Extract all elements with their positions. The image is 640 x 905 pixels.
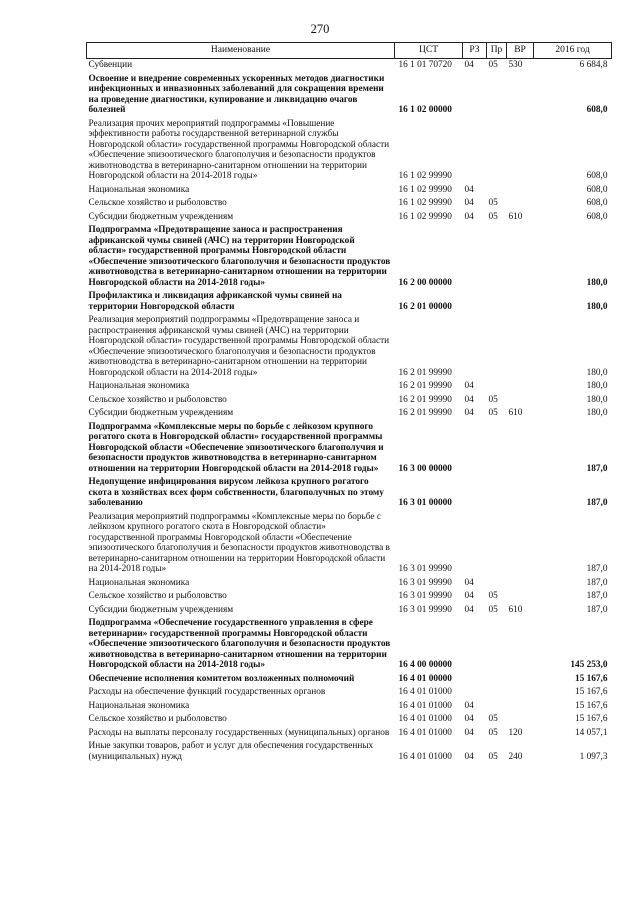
cell-name: Реализация прочих мероприятий подпрограммы «Повышение эффективности работы государственной ветеринарной службы Новгородской области» государственной программы Новгородской области «Обеспечение эпизоотического благополучия и безопасности продуктов животноводства в ветеринарно-санитарном отношении на территории Новгородской области на 2014-2018 годы» [88, 118, 390, 181]
cell-vr [507, 118, 534, 184]
cell-rz: 04 [464, 198, 474, 208]
table-row [87, 604, 612, 618]
column-header-vr: ВР [507, 43, 534, 59]
cell-amount: 145 253,0 [570, 660, 608, 670]
cell-amount: 608,0 [586, 184, 608, 195]
cell-vr [507, 197, 534, 211]
cell-cst: 16 1 02 00000 [398, 105, 452, 115]
cell-vr [507, 184, 534, 198]
cell-name: Субвенции [88, 60, 133, 70]
table-row [87, 727, 612, 741]
cell-amount: 608,0 [586, 211, 608, 222]
cell-rz: 04 [464, 184, 474, 195]
table-row [87, 590, 612, 604]
cell-rz: 04 [464, 604, 474, 615]
table-row [87, 700, 612, 714]
cell-rz: 04 [464, 700, 474, 711]
cell-vr: 240 [508, 751, 523, 762]
cell-amount: 180,0 [586, 301, 608, 312]
cell-vr [507, 476, 534, 511]
cell-vr [507, 421, 534, 477]
column-header-cst: ЦСТ [395, 43, 463, 59]
cell-cst: 16 1 02 99990 [398, 198, 452, 208]
cell-rz: 04 [464, 408, 474, 418]
cell-rz [463, 73, 487, 118]
table-row [87, 290, 612, 314]
table-row [87, 673, 612, 687]
cell-rz: 04 [464, 751, 474, 762]
cell-amount: 608,0 [586, 198, 608, 208]
cell-vr: 120 [508, 727, 523, 738]
cell-vr [507, 577, 534, 591]
cell-name: Подпрограмма «Комплексные меры по борьбе с лейкозом крупного рогатого скота в Новгородской области» государственной программы Новгородской области «Обеспечение эпизоотического благополучия и безопасности продуктов животноводства в ветеринарно-санитарном отношении на территории Новгородской области на 2014-2018 годы» [88, 421, 384, 474]
table-row [87, 394, 612, 408]
cell-name: Сельское хозяйство и рыболовство [88, 198, 227, 208]
cell-name: Недопущение инфицирования вирусом лейкоза крупного рогатого скота в хозяйствах всех форм собственности, благополучных по этому заболеванию [88, 477, 384, 508]
table-body [87, 59, 612, 765]
cell-cst: 16 2 00 00000 [398, 277, 452, 288]
cell-vr [507, 380, 534, 394]
cell-vr: 610 [508, 408, 523, 418]
table-row [87, 197, 612, 211]
cell-pr [487, 421, 507, 477]
table-row [87, 421, 612, 477]
table-row [87, 476, 612, 511]
cell-vr [507, 314, 534, 380]
cell-name: Национальная экономика [88, 184, 190, 195]
cell-vr [507, 673, 534, 687]
cell-amount: 15 167,6 [574, 700, 608, 711]
cell-rz [463, 511, 487, 577]
cell-vr [507, 224, 534, 290]
cell-amount: 15 167,6 [574, 673, 608, 684]
cell-pr [487, 617, 507, 673]
cell-cst: 16 2 01 99990 [398, 367, 452, 378]
cell-cst: 16 2 01 00000 [398, 301, 452, 312]
table-row [87, 713, 612, 727]
cell-name: Расходы на выплаты персоналу государственных (муниципальных) органов [88, 727, 390, 738]
column-header-pr: Пр [487, 43, 507, 59]
page-number: 270 [310, 22, 330, 36]
table-row [87, 184, 612, 198]
cell-cst: 16 2 01 99990 [398, 381, 452, 391]
cell-name: Субсидии бюджетным учреждениям [88, 211, 234, 222]
cell-name: Подпрограмма «Обеспечение государственного управления в сфере ветеринарии» государственной программы Новгородской области «Обеспечение эпизоотического благополучия и безопасности продуктов животноводства в ветеринарно-санитарном отношении на территории Новгородской области на 2014-2018 годы» [88, 618, 391, 670]
cell-vr: 530 [508, 60, 523, 70]
cell-cst: 16 3 00 00000 [398, 463, 452, 474]
cell-amount: 608,0 [586, 105, 608, 115]
cell-cst: 16 4 00 00000 [398, 660, 452, 670]
cell-vr [507, 590, 534, 604]
cell-vr [507, 290, 534, 314]
cell-pr [487, 380, 507, 394]
cell-pr: 05 [488, 198, 498, 208]
cell-pr [487, 224, 507, 290]
cell-amount: 187,0 [586, 604, 608, 615]
cell-name: Сельское хозяйство и рыболовство [88, 714, 227, 724]
cell-name: Субсидии бюджетным учреждениям [88, 604, 234, 615]
cell-amount: 187,0 [586, 591, 608, 601]
table-row [87, 577, 612, 591]
cell-name: Субсидии бюджетным учреждениям [88, 408, 234, 418]
cell-rz [463, 476, 487, 511]
cell-name: Подпрограмма «Предотвращение заноса и распространения африканской чумы свиней (АЧС) на территории Новгородской области» государственной программы Новгородской области «Обеспечение эпизоотического благополучия и безопасности продуктов животноводства в ветеринарно-санитарном отношении на территории Новгородской области на 2014-2018 годы» [88, 225, 391, 288]
cell-pr: 05 [488, 591, 498, 601]
cell-pr [487, 73, 507, 118]
cell-amount: 187,0 [586, 498, 608, 508]
cell-name: Национальная экономика [88, 381, 190, 391]
budget-table [86, 42, 612, 764]
cell-pr: 05 [488, 604, 498, 615]
column-header-name: Наименование [87, 43, 395, 59]
cell-amount: 1 097,3 [579, 751, 608, 762]
cell-cst: 16 2 01 99990 [398, 394, 452, 405]
table-row [87, 118, 612, 184]
cell-cst: 16 4 01 00000 [398, 673, 452, 684]
cell-cst: 16 4 01 01000 [398, 714, 452, 724]
cell-rz [463, 224, 487, 290]
cell-name: Национальная экономика [88, 577, 190, 588]
table-row [87, 380, 612, 394]
cell-pr [487, 184, 507, 198]
cell-rz: 04 [464, 381, 474, 391]
cell-amount: 608,0 [586, 171, 608, 181]
cell-rz [463, 673, 487, 687]
cell-cst: 16 1 02 99990 [398, 171, 452, 181]
cell-rz [463, 290, 487, 314]
cell-amount: 180,0 [586, 408, 608, 418]
cell-pr: 05 [488, 751, 498, 762]
cell-rz [463, 617, 487, 673]
cell-rz: 04 [464, 591, 474, 601]
cell-vr: 610 [508, 604, 523, 615]
cell-name: Профилактика и ликвидация африканской чумы свиней на территории Новгородской области [88, 291, 342, 312]
cell-rz: 04 [464, 714, 474, 724]
cell-rz: 04 [464, 211, 474, 222]
cell-cst: 16 2 01 99990 [398, 408, 452, 418]
cell-rz [463, 686, 487, 700]
cell-name: Обеспечение исполнения комитетом возложенных полномочий [88, 673, 355, 684]
cell-rz [463, 118, 487, 184]
cell-pr [487, 290, 507, 314]
cell-name: Сельское хозяйство и рыболовство [88, 591, 227, 601]
cell-vr [507, 617, 534, 673]
cell-cst: 16 3 01 00000 [398, 498, 452, 508]
cell-pr [487, 686, 507, 700]
cell-pr: 05 [488, 211, 498, 222]
table-row [87, 740, 612, 764]
cell-amount: 180,0 [586, 367, 608, 378]
cell-rz: 04 [464, 577, 474, 588]
cell-amount: 187,0 [586, 577, 608, 588]
cell-cst: 16 4 01 01000 [398, 687, 452, 697]
cell-cst: 16 3 01 99990 [398, 564, 452, 574]
cell-cst: 16 1 02 99990 [398, 211, 452, 222]
cell-vr [507, 394, 534, 408]
cell-cst: 16 4 01 01000 [398, 700, 452, 711]
table-header-row [87, 43, 612, 59]
cell-pr: 05 [488, 60, 498, 70]
cell-vr [507, 73, 534, 118]
table-row [87, 73, 612, 118]
cell-amount: 180,0 [586, 277, 608, 288]
column-header-rz: РЗ [463, 43, 487, 59]
cell-name: Реализация мероприятий подпрограммы «Комплексные меры по борьбе с лейкозом крупного рогатого скота в Новгородской области» государственной программы Новгородской области «Обеспечение эпизоотического благополучия и безопасности продуктов животноводства в ветеринарно-санитарном отношении на территории Новгородской области на 2014-2018 годы» [88, 511, 390, 574]
table-row [87, 511, 612, 577]
cell-rz: 04 [464, 727, 474, 738]
cell-cst: 16 3 01 99990 [398, 577, 452, 588]
table-row [87, 617, 612, 673]
cell-name: Расходы на обеспечение функций государственных органов [88, 687, 326, 697]
cell-vr: 610 [508, 211, 523, 222]
cell-pr [487, 577, 507, 591]
cell-pr [487, 314, 507, 380]
cell-amount: 6 684,8 [579, 60, 608, 70]
cell-amount: 15 167,6 [574, 687, 608, 697]
table-row [87, 59, 612, 73]
cell-amount: 180,0 [586, 394, 608, 405]
cell-vr [507, 686, 534, 700]
cell-name: Иные закупки товаров, работ и услуг для обеспечения государственных (муниципальных) нужд [88, 741, 374, 762]
cell-cst: 16 3 01 99990 [398, 591, 452, 601]
cell-name: Освоение и внедрение современных ускоренных методов диагностики инфекционных и инвазионных заболеваний для сокращения времени на проведение диагностики, купирование и ликвидацию очагов болезней [88, 73, 385, 115]
cell-pr: 05 [488, 714, 498, 724]
cell-vr [507, 713, 534, 727]
cell-amount: 180,0 [586, 381, 608, 391]
cell-pr [487, 476, 507, 511]
cell-rz [463, 421, 487, 477]
cell-vr [507, 511, 534, 577]
cell-amount: 187,0 [586, 463, 608, 474]
cell-name: Сельское хозяйство и рыболовство [88, 394, 227, 405]
cell-cst: 16 4 01 01000 [398, 727, 452, 738]
cell-cst: 16 1 02 99990 [398, 184, 452, 195]
table-row [87, 407, 612, 421]
cell-amount: 15 167,6 [574, 714, 608, 724]
cell-pr [487, 118, 507, 184]
cell-name: Национальная экономика [88, 700, 190, 711]
cell-pr [487, 511, 507, 577]
cell-rz: 04 [464, 394, 474, 405]
cell-pr: 05 [488, 408, 498, 418]
cell-rz: 04 [464, 60, 474, 70]
cell-cst: 16 1 01 70720 [398, 60, 452, 70]
table-row [87, 211, 612, 225]
table-row [87, 224, 612, 290]
cell-pr [487, 700, 507, 714]
cell-name: Реализация мероприятий подпрограммы «Предотвращение заноса и распространения африканской чумы свиней (АЧС) на территории Новгородской области» государственной программы Новгородской области «Обеспечение эпизоотического благополучия и безопасности продуктов животноводства в ветеринарно-санитарном отношении на территории Новгородской области на 2014-2018 годы» [88, 315, 390, 378]
cell-cst: 16 3 01 99990 [398, 604, 452, 615]
column-header-year: 2016 год [534, 43, 612, 59]
table-row [87, 686, 612, 700]
cell-pr: 05 [488, 727, 498, 738]
table-row [87, 314, 612, 380]
cell-pr [487, 673, 507, 687]
cell-amount: 187,0 [586, 564, 608, 574]
cell-pr: 05 [488, 394, 498, 405]
cell-amount: 14 057,1 [574, 727, 608, 738]
cell-vr [507, 700, 534, 714]
cell-cst: 16 4 01 01000 [398, 751, 452, 762]
cell-rz [463, 314, 487, 380]
